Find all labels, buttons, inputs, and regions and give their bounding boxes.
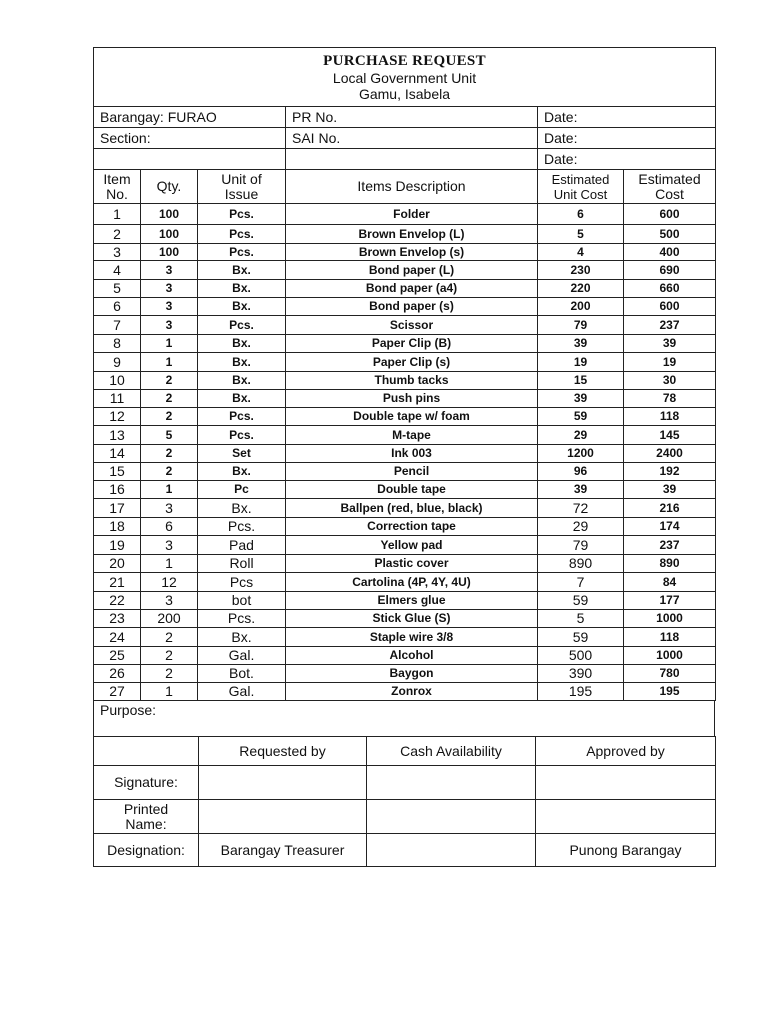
approved-by-header: Approved by bbox=[536, 737, 716, 766]
qty-cell: 3 bbox=[141, 592, 198, 610]
table-row bbox=[94, 683, 716, 701]
unit-cost-cell: 220 bbox=[538, 280, 624, 298]
estimated-cost-cell: 600 bbox=[624, 298, 716, 316]
unit-cost-cell: 200 bbox=[538, 298, 624, 316]
description-cell: Bond paper (s) bbox=[286, 298, 538, 316]
item-no-cell: 25 bbox=[94, 647, 141, 665]
description-cell: Zonrox bbox=[286, 683, 538, 701]
item-no-cell: 12 bbox=[94, 408, 141, 426]
qty-cell: 2 bbox=[141, 665, 198, 683]
estimated-cost-cell: 890 bbox=[624, 555, 716, 573]
estimated-cost-cell: 600 bbox=[624, 204, 716, 225]
item-no-cell: 26 bbox=[94, 665, 141, 683]
table-row bbox=[94, 225, 716, 244]
item-rows bbox=[94, 204, 716, 701]
qty-cell: 2 bbox=[141, 463, 198, 481]
signatories-table bbox=[93, 736, 716, 867]
description-cell: Correction tape bbox=[286, 518, 538, 536]
qty-cell: 2 bbox=[141, 628, 198, 647]
table-row bbox=[94, 390, 716, 408]
description-cell: Scissor bbox=[286, 316, 538, 335]
estimated-cost-cell: 690 bbox=[624, 261, 716, 280]
item-no-cell: 18 bbox=[94, 518, 141, 536]
estimated-cost-cell: 2400 bbox=[624, 445, 716, 463]
estimated-cost-cell: 177 bbox=[624, 592, 716, 610]
estimated-cost-cell: 400 bbox=[624, 244, 716, 261]
item-no-cell: 22 bbox=[94, 592, 141, 610]
table-row bbox=[94, 555, 716, 573]
requested-designation: Barangay Treasurer bbox=[199, 834, 367, 867]
qty-cell: 1 bbox=[141, 555, 198, 573]
unit-cost-cell: 6 bbox=[538, 204, 624, 225]
col-header-item-no: Item No. bbox=[94, 170, 141, 204]
description-cell: Elmers glue bbox=[286, 592, 538, 610]
estimated-cost-cell: 174 bbox=[624, 518, 716, 536]
qty-cell: 2 bbox=[141, 445, 198, 463]
unit-cost-cell: 195 bbox=[538, 683, 624, 701]
unit-cell: Pcs. bbox=[198, 225, 286, 244]
item-no-cell: 13 bbox=[94, 426, 141, 445]
description-cell: Plastic cover bbox=[286, 555, 538, 573]
qty-cell: 6 bbox=[141, 518, 198, 536]
description-cell: Folder bbox=[286, 204, 538, 225]
estimated-cost-cell: 660 bbox=[624, 280, 716, 298]
unit-cell: Pcs. bbox=[198, 204, 286, 225]
estimated-cost-cell: 500 bbox=[624, 225, 716, 244]
item-no-cell: 4 bbox=[94, 261, 141, 280]
unit-cell: Bx. bbox=[198, 353, 286, 372]
pr-no-field: PR No. bbox=[286, 107, 538, 128]
description-cell: Brown Envelop (L) bbox=[286, 225, 538, 244]
description-cell: Double tape bbox=[286, 481, 538, 499]
form-location: Gamu, Isabela bbox=[358, 85, 451, 102]
item-no-cell: 17 bbox=[94, 499, 141, 518]
item-no-cell: 7 bbox=[94, 316, 141, 335]
form-subtitle: Local Government Unit bbox=[332, 69, 477, 86]
unit-cost-cell: 29 bbox=[538, 426, 624, 445]
unit-cost-cell: 5 bbox=[538, 610, 624, 628]
estimated-cost-cell: 19 bbox=[624, 353, 716, 372]
qty-cell: 2 bbox=[141, 408, 198, 426]
table-row bbox=[94, 647, 716, 665]
table-row bbox=[94, 536, 716, 555]
item-no-cell: 3 bbox=[94, 244, 141, 261]
estimated-cost-cell: 237 bbox=[624, 316, 716, 335]
item-no-cell: 14 bbox=[94, 445, 141, 463]
col-header-estimated-cost: Estimated Cost bbox=[624, 170, 716, 204]
col-header-unit: Unit of Issue bbox=[198, 170, 286, 204]
requested-by-header: Requested by bbox=[199, 737, 367, 766]
blank-cell bbox=[94, 149, 286, 170]
unit-cell: Bx. bbox=[198, 280, 286, 298]
description-cell: Stick Glue (S) bbox=[286, 610, 538, 628]
table-row bbox=[94, 573, 716, 592]
purpose-field: Purpose: bbox=[94, 701, 715, 737]
designation-label: Designation: bbox=[94, 834, 199, 867]
estimated-cost-cell: 192 bbox=[624, 463, 716, 481]
table-row bbox=[94, 316, 716, 335]
unit-cost-cell: 39 bbox=[538, 390, 624, 408]
description-cell: Ink 003 bbox=[286, 445, 538, 463]
description-cell: Yellow pad bbox=[286, 536, 538, 555]
table-row bbox=[94, 592, 716, 610]
estimated-cost-cell: 84 bbox=[624, 573, 716, 592]
description-cell: Bond paper (L) bbox=[286, 261, 538, 280]
item-no-cell: 20 bbox=[94, 555, 141, 573]
unit-cell: Set bbox=[198, 445, 286, 463]
unit-cost-cell: 1200 bbox=[538, 445, 624, 463]
estimated-cost-cell: 1000 bbox=[624, 647, 716, 665]
unit-cell: Pcs. bbox=[198, 610, 286, 628]
estimated-cost-cell: 145 bbox=[624, 426, 716, 445]
unit-cost-cell: 500 bbox=[538, 647, 624, 665]
unit-cell: Pcs bbox=[198, 573, 286, 592]
unit-cell: Bx. bbox=[198, 335, 286, 353]
unit-cost-cell: 15 bbox=[538, 372, 624, 390]
qty-cell: 3 bbox=[141, 499, 198, 518]
cash-signature-cell bbox=[367, 766, 536, 800]
estimated-cost-cell: 216 bbox=[624, 499, 716, 518]
signature-label: Signature: bbox=[94, 766, 199, 800]
estimated-cost-cell: 195 bbox=[624, 683, 716, 701]
table-row bbox=[94, 426, 716, 445]
barangay-field: Barangay: FURAO bbox=[94, 107, 286, 128]
qty-cell: 5 bbox=[141, 426, 198, 445]
qty-cell: 100 bbox=[141, 204, 198, 225]
unit-cell: Bx. bbox=[198, 463, 286, 481]
purpose-table bbox=[93, 700, 715, 737]
col-header-description: Items Description bbox=[286, 170, 538, 204]
cash-designation-cell bbox=[367, 834, 536, 867]
table-row bbox=[94, 298, 716, 316]
qty-cell: 3 bbox=[141, 280, 198, 298]
item-no-cell: 27 bbox=[94, 683, 141, 701]
unit-cell: Gal. bbox=[198, 683, 286, 701]
unit-cell: Pcs. bbox=[198, 316, 286, 335]
description-cell: Thumb tacks bbox=[286, 372, 538, 390]
qty-cell: 1 bbox=[141, 353, 198, 372]
qty-cell: 1 bbox=[141, 683, 198, 701]
estimated-cost-cell: 39 bbox=[624, 481, 716, 499]
form-title: PURCHASE REQUEST bbox=[323, 52, 486, 69]
table-row bbox=[94, 628, 716, 647]
unit-cost-cell: 59 bbox=[538, 592, 624, 610]
qty-cell: 1 bbox=[141, 481, 198, 499]
unit-cell: Bx. bbox=[198, 390, 286, 408]
estimated-cost-cell: 78 bbox=[624, 390, 716, 408]
unit-cell: Pcs. bbox=[198, 244, 286, 261]
unit-cell: Roll bbox=[198, 555, 286, 573]
unit-cost-cell: 39 bbox=[538, 335, 624, 353]
item-no-cell: 11 bbox=[94, 390, 141, 408]
unit-cell: Bx. bbox=[198, 372, 286, 390]
unit-cost-cell: 96 bbox=[538, 463, 624, 481]
estimated-cost-cell: 237 bbox=[624, 536, 716, 555]
unit-cost-cell: 230 bbox=[538, 261, 624, 280]
cash-name-cell bbox=[367, 800, 536, 834]
unit-cost-cell: 72 bbox=[538, 499, 624, 518]
unit-cost-cell: 7 bbox=[538, 573, 624, 592]
purchase-request-form bbox=[93, 47, 715, 867]
unit-cell: bot bbox=[198, 592, 286, 610]
date-field-3: Date: bbox=[538, 149, 716, 170]
approved-designation: Punong Barangay bbox=[536, 834, 716, 867]
table-row bbox=[94, 372, 716, 390]
requested-name-cell bbox=[199, 800, 367, 834]
description-cell: Paper Clip (s) bbox=[286, 353, 538, 372]
table-row bbox=[94, 499, 716, 518]
unit-cost-cell: 79 bbox=[538, 536, 624, 555]
unit-cost-cell: 59 bbox=[538, 628, 624, 647]
description-cell: Pencil bbox=[286, 463, 538, 481]
date-field-2: Date: bbox=[538, 128, 716, 149]
qty-cell: 3 bbox=[141, 261, 198, 280]
unit-cell: Bx. bbox=[198, 499, 286, 518]
requested-signature-cell bbox=[199, 766, 367, 800]
qty-cell: 3 bbox=[141, 298, 198, 316]
estimated-cost-cell: 780 bbox=[624, 665, 716, 683]
item-no-cell: 8 bbox=[94, 335, 141, 353]
item-no-cell: 9 bbox=[94, 353, 141, 372]
item-no-cell: 10 bbox=[94, 372, 141, 390]
estimated-cost-cell: 118 bbox=[624, 628, 716, 647]
unit-cost-cell: 39 bbox=[538, 481, 624, 499]
table-row bbox=[94, 408, 716, 426]
description-cell: Cartolina (4P, 4Y, 4U) bbox=[286, 573, 538, 592]
description-cell: Baygon bbox=[286, 665, 538, 683]
unit-cell: Bx. bbox=[198, 628, 286, 647]
printed-name-label: Printed Name: bbox=[94, 800, 199, 834]
description-cell: Paper Clip (B) bbox=[286, 335, 538, 353]
item-no-cell: 1 bbox=[94, 204, 141, 225]
section-field: Section: bbox=[94, 128, 286, 149]
table-row bbox=[94, 665, 716, 683]
qty-cell: 1 bbox=[141, 335, 198, 353]
unit-cell: Pcs. bbox=[198, 518, 286, 536]
table-row bbox=[94, 244, 716, 261]
qty-cell: 100 bbox=[141, 225, 198, 244]
item-no-cell: 24 bbox=[94, 628, 141, 647]
table-row bbox=[94, 445, 716, 463]
item-no-cell: 15 bbox=[94, 463, 141, 481]
unit-cost-cell: 59 bbox=[538, 408, 624, 426]
item-no-cell: 23 bbox=[94, 610, 141, 628]
table-row bbox=[94, 280, 716, 298]
item-no-cell: 5 bbox=[94, 280, 141, 298]
item-no-cell: 2 bbox=[94, 225, 141, 244]
table-row bbox=[94, 610, 716, 628]
qty-cell: 2 bbox=[141, 372, 198, 390]
qty-cell: 12 bbox=[141, 573, 198, 592]
approved-signature-cell bbox=[536, 766, 716, 800]
unit-cost-cell: 890 bbox=[538, 555, 624, 573]
table-row bbox=[94, 353, 716, 372]
description-cell: Push pins bbox=[286, 390, 538, 408]
table-row bbox=[94, 518, 716, 536]
col-header-unit-cost: Estimated Unit Cost bbox=[538, 170, 624, 204]
item-no-cell: 21 bbox=[94, 573, 141, 592]
unit-cell: Gal. bbox=[198, 647, 286, 665]
item-no-cell: 19 bbox=[94, 536, 141, 555]
unit-cell: Bx. bbox=[198, 298, 286, 316]
sai-no-field: SAI No. bbox=[286, 128, 538, 149]
qty-cell: 100 bbox=[141, 244, 198, 261]
item-no-cell: 16 bbox=[94, 481, 141, 499]
table-row bbox=[94, 481, 716, 499]
qty-cell: 200 bbox=[141, 610, 198, 628]
unit-cost-cell: 5 bbox=[538, 225, 624, 244]
unit-cell: Pc bbox=[198, 481, 286, 499]
unit-cost-cell: 29 bbox=[538, 518, 624, 536]
items-table bbox=[93, 169, 716, 701]
item-no-cell: 6 bbox=[94, 298, 141, 316]
qty-cell: 3 bbox=[141, 536, 198, 555]
blank-cell bbox=[94, 737, 199, 766]
description-cell: Ballpen (red, blue, black) bbox=[286, 499, 538, 518]
unit-cell: Bx. bbox=[198, 261, 286, 280]
unit-cost-cell: 19 bbox=[538, 353, 624, 372]
estimated-cost-cell: 118 bbox=[624, 408, 716, 426]
unit-cell: Pcs. bbox=[198, 408, 286, 426]
description-cell: Alcohol bbox=[286, 647, 538, 665]
description-cell: Brown Envelop (s) bbox=[286, 244, 538, 261]
form-header bbox=[94, 48, 716, 107]
unit-cell: Bot. bbox=[198, 665, 286, 683]
unit-cell: Pcs. bbox=[198, 426, 286, 445]
qty-cell: 3 bbox=[141, 316, 198, 335]
col-header-qty: Qty. bbox=[141, 170, 198, 204]
description-cell: Staple wire 3/8 bbox=[286, 628, 538, 647]
approved-name-cell bbox=[536, 800, 716, 834]
unit-cell: Pad bbox=[198, 536, 286, 555]
blank-cell bbox=[286, 149, 538, 170]
unit-cost-cell: 79 bbox=[538, 316, 624, 335]
description-cell: Bond paper (a4) bbox=[286, 280, 538, 298]
estimated-cost-cell: 1000 bbox=[624, 610, 716, 628]
description-cell: Double tape w/ foam bbox=[286, 408, 538, 426]
unit-cost-cell: 4 bbox=[538, 244, 624, 261]
header-table bbox=[93, 47, 716, 170]
date-field-1: Date: bbox=[538, 107, 716, 128]
cash-availability-header: Cash Availability bbox=[367, 737, 536, 766]
qty-cell: 2 bbox=[141, 647, 198, 665]
table-row bbox=[94, 204, 716, 225]
estimated-cost-cell: 30 bbox=[624, 372, 716, 390]
qty-cell: 2 bbox=[141, 390, 198, 408]
estimated-cost-cell: 39 bbox=[624, 335, 716, 353]
table-row bbox=[94, 463, 716, 481]
description-cell: M-tape bbox=[286, 426, 538, 445]
table-row bbox=[94, 335, 716, 353]
unit-cost-cell: 390 bbox=[538, 665, 624, 683]
table-row bbox=[94, 261, 716, 280]
